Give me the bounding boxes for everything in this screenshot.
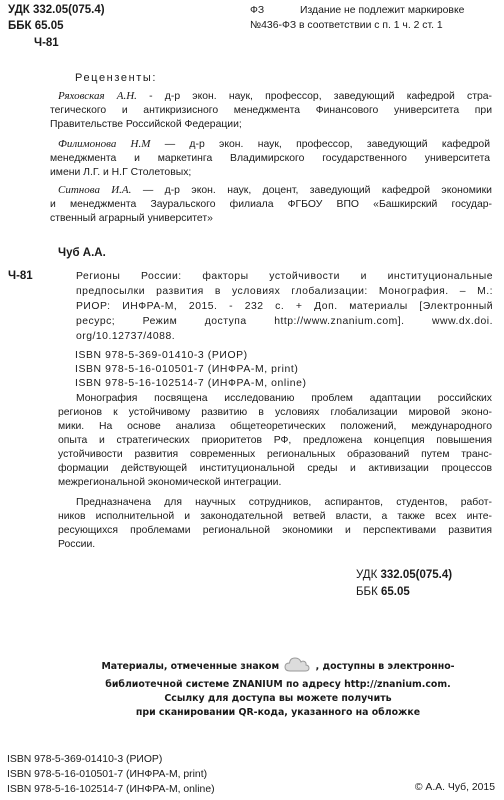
udk-repeat: УДК 332.05(075.4) [356,569,453,581]
isbn-list [75,349,307,391]
udk-code: УДК 332.05(075.4) [8,4,105,16]
cloud-icon [284,655,310,678]
isbn-item: ISBN 978-5-16-010501-7 (ИНФРА-М, print) [7,769,208,780]
book-author: Чуб А.А. [58,247,106,259]
bbk-code: ББК 65.05 [8,20,64,32]
reviewer-2: Филимонова Н.М — д-р экон. наук, профессор, заведующий кафедрой менеджмента и маркетинга Владимирского государственного университета имени Л.Г. и Н.Г Столетовых; [50,138,490,178]
fz-label: ФЗ [250,5,265,16]
book-description: Регионы России: факторы устойчивости и институциональные предпосылки развития в условиях глобализации: Монография. – М.: РИОР: ИНФРА-М, 2015. - 232 с. + Доп. материалы [Электронный ресурс; Режим доступа http://www.znanium.com]. www.dx.doi. org/10.12737/4088. [76,271,493,342]
audience-paragraph: Предназначена для научных сотрудников, аспирантов, студентов, работ- ников исполнительной и законодательной ветвей власти, а также всех инте- ресующихся проблемами региональной экономики и перспективами развития России. [58,497,492,550]
bbk-repeat: ББК 65.05 [356,586,410,598]
isbn-item: ISBN 978-5-16-102514-7 (ИНФРА-М, online) [7,784,215,795]
reviewer-3: Ситнова И.А. — д-р экон. наук, доцент, заведующий кафедрой экономики и менеджмента Зауральского филиала ФГБОУ ВПО «Башкирский государ- ственный аграрный университет» [50,184,492,224]
fz-line-2: №436-ФЗ в соответствии с п. 1 ч. 2 ст. 1 [250,20,443,31]
author-mark: Ч-81 [34,37,59,49]
bottom-isbn-list [7,752,215,797]
abstract-paragraph: Монография посвящена исследованию проблем адаптации российских регионов к устойчивому развитию в условиях глобализации мировой эконо- мики. На основе анализа общетеоретических положений, международного опыта и стратегических приоритетов РФ, предложена концепция повышения устойчивости развития современных региональных образований путем транс- формации действующей институциональной среды и активизации процессов межрегиональной экономической интеграции. [58,393,492,488]
isbn-item: ISBN 978-5-369-01410-3 (РИОР) [7,754,163,765]
reviewer-name: Ситнова И.А. [58,184,132,196]
reviewer-name: Ряховская А.Н. [58,90,137,102]
reviewer-1: Ряховская А.Н. - д-р экон. наук, профессор, заведующий кафедрой стра- тегического и антикризисного менеджмента Финансового университета при Правительстве Российской Федерации; [50,90,492,130]
reviewer-name: Филимонова Н.М [58,138,151,150]
book-mark: Ч-81 [8,270,33,282]
isbn-item: ISBN 978-5-369-01410-3 (РИОР) [75,350,248,361]
reviewers-heading: Рецензенты: [75,72,158,84]
copyright: © А.А. Чуб, 2015 [414,782,495,793]
znanium-notice: Материалы, отмеченные знаком , доступны в электронно- библиотечной системе ZNANIUM по адресу http://znanium.com. Ссылку для доступа вы можете получить при сканировании QR-кода, указанного на обложке [70,655,486,720]
isbn-item: ISBN 978-5-16-010501-7 (ИНФРА-М, print) [75,364,299,375]
fz-line-1: Издание не подлежит маркировке [300,5,465,16]
isbn-item: ISBN 978-5-16-102514-7 (ИНФРА-М, online) [75,378,307,389]
